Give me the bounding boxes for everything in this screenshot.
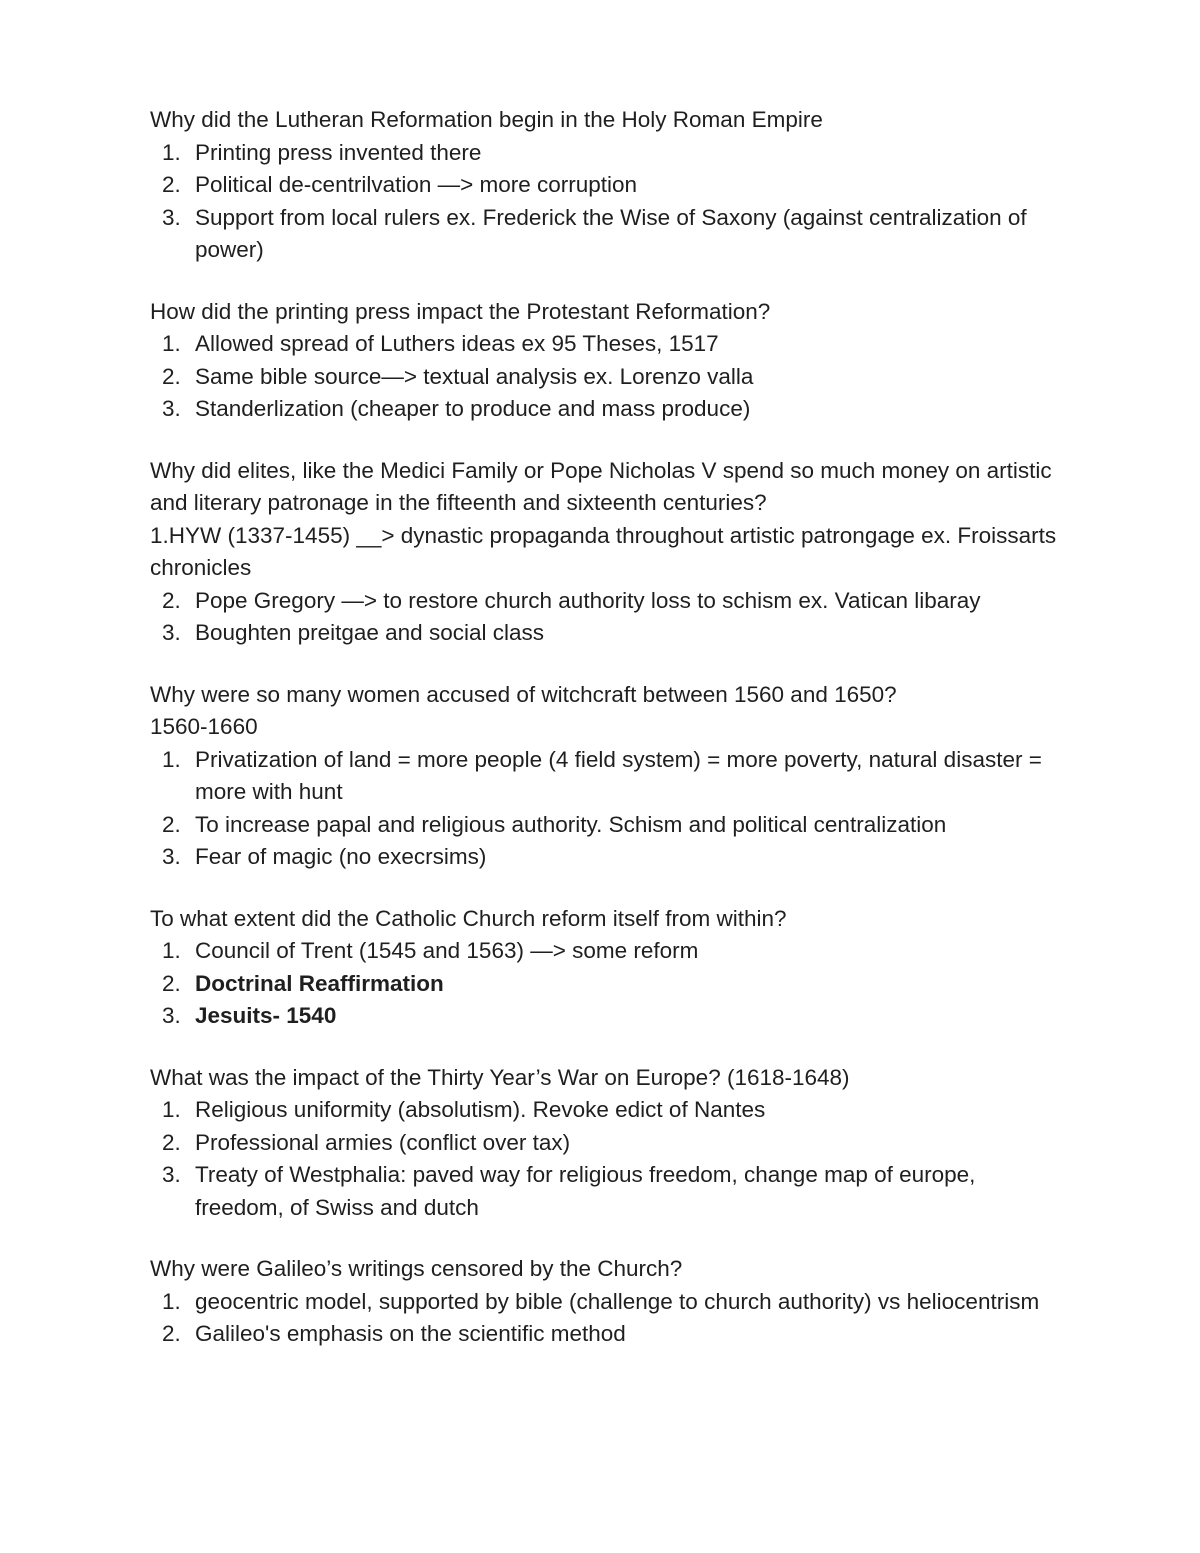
list-item-text: Jesuits- 1540 [195, 1003, 337, 1028]
list-number: 1. [162, 331, 181, 356]
unindented-answer-line: 1.HYW (1337-1455) __> dynastic propaganda throughout artistic patrongage ex. Froissarts chronicles [150, 522, 1057, 580]
question-section-patronage [150, 455, 1070, 650]
document-page [150, 104, 1070, 1380]
question-heading: Why did elites, like the Medici Family or Pope Nicholas V spend so much money on artistic and literary patronage in the fifteenth and sixteenth centuries? [150, 457, 1052, 515]
question-section-catholic-reform [150, 903, 1070, 1033]
list-number: 2. [162, 811, 181, 837]
list-item [150, 1094, 1070, 1127]
list-item-text: Same bible source—> textual analysis ex. Lorenzo valla [195, 363, 754, 389]
list-item [150, 137, 1070, 170]
list-item-text: Professional armies (conflict over tax) [195, 1129, 571, 1155]
list-item-text: Fear of magic (no execrsims) [195, 844, 487, 869]
list-number: 1. [162, 139, 181, 165]
list-item-text: Galileo's emphasis on the scientific method [195, 1321, 626, 1346]
answer-list [150, 744, 1070, 874]
list-number: 2. [162, 587, 181, 613]
question-heading: What was the impact of the Thirty Year’s War on Europe? (1618-1648) [150, 1064, 850, 1090]
list-item-text: Religious uniformity (absolutism). Revoke edict of Nantes [195, 1097, 766, 1122]
list-number: 3. [162, 1162, 181, 1187]
list-number: 1. [162, 1288, 181, 1314]
list-item [150, 617, 1070, 650]
answer-list [150, 585, 1070, 650]
list-item [150, 202, 1070, 267]
question-heading: To what extent did the Catholic Church reform itself from within? [150, 905, 787, 931]
list-item-text: Boughten preitgae and social class [195, 620, 544, 645]
list-number: 1. [162, 938, 181, 963]
list-item-text: Political de-centrilvation —> more corruption [195, 172, 638, 197]
list-item-text: Council of Trent (1545 and 1563) —> some reform [195, 938, 699, 963]
list-item-text: Treaty of Westphalia: paved way for religious freedom, change map of europe, freedom, of Swiss and dutch [195, 1162, 976, 1220]
list-item [150, 1318, 1070, 1351]
list-number: 3. [162, 204, 181, 230]
list-number: 2. [162, 1321, 181, 1346]
answer-list [150, 935, 1070, 1033]
list-item [150, 361, 1070, 394]
list-item [150, 1000, 1070, 1033]
list-number: 2. [162, 1129, 181, 1155]
answer-list [150, 1286, 1070, 1351]
question-section-witchcraft [150, 679, 1070, 874]
list-item [150, 328, 1070, 361]
list-item [150, 585, 1070, 618]
list-item-text: Standerlization (cheaper to produce and mass produce) [195, 396, 751, 421]
list-number: 3. [162, 1003, 181, 1028]
list-item [150, 968, 1070, 1001]
list-number: 1. [162, 746, 181, 772]
list-item-text: Allowed spread of Luthers ideas ex 95 Theses, 1517 [195, 331, 719, 356]
question-section-galileo [150, 1253, 1070, 1351]
list-item [150, 935, 1070, 968]
list-number: 2. [162, 970, 181, 996]
list-item [150, 1286, 1070, 1319]
question-heading: Why were so many women accused of witchcraft between 1560 and 1650? [150, 681, 897, 707]
list-item [150, 744, 1070, 809]
list-item [150, 841, 1070, 874]
question-heading: How did the printing press impact the Protestant Reformation? [150, 298, 771, 324]
list-item-text: Support from local rulers ex. Frederick the Wise of Saxony (against centralization of power) [195, 204, 1027, 262]
list-number: 3. [162, 620, 181, 645]
list-number: 3. [162, 844, 181, 869]
question-section-lutheran [150, 104, 1070, 267]
list-item-text: To increase papal and religious authority. Schism and political centralization [195, 811, 947, 837]
list-item [150, 809, 1070, 842]
answer-list [150, 1094, 1070, 1224]
list-number: 3. [162, 396, 181, 421]
question-section-printing-press [150, 296, 1070, 426]
list-item [150, 1159, 1070, 1224]
question-heading: Why were Galileo’s writings censored by the Church? [150, 1256, 683, 1281]
list-item [150, 169, 1070, 202]
list-number: 2. [162, 172, 181, 197]
list-item-text: Pope Gregory —> to restore church authority loss to schism ex. Vatican libaray [195, 587, 981, 613]
list-number: 2. [162, 363, 181, 389]
list-item [150, 393, 1070, 426]
list-number: 1. [162, 1097, 181, 1122]
answer-list [150, 137, 1070, 267]
answer-list [150, 328, 1070, 426]
question-section-thirty-years-war [150, 1062, 1070, 1225]
list-item-text: Printing press invented there [195, 139, 482, 165]
list-item-text: Doctrinal Reaffirmation [195, 970, 444, 996]
unindented-answer-line: 1560-1660 [150, 714, 258, 739]
list-item [150, 1127, 1070, 1160]
question-heading: Why did the Lutheran Reformation begin in the Holy Roman Empire [150, 107, 823, 132]
list-item-text: geocentric model, supported by bible (challenge to church authority) vs heliocentrism [195, 1288, 1040, 1314]
list-item-text: Privatization of land = more people (4 field system) = more poverty, natural disaster = more with hunt [195, 746, 1042, 804]
